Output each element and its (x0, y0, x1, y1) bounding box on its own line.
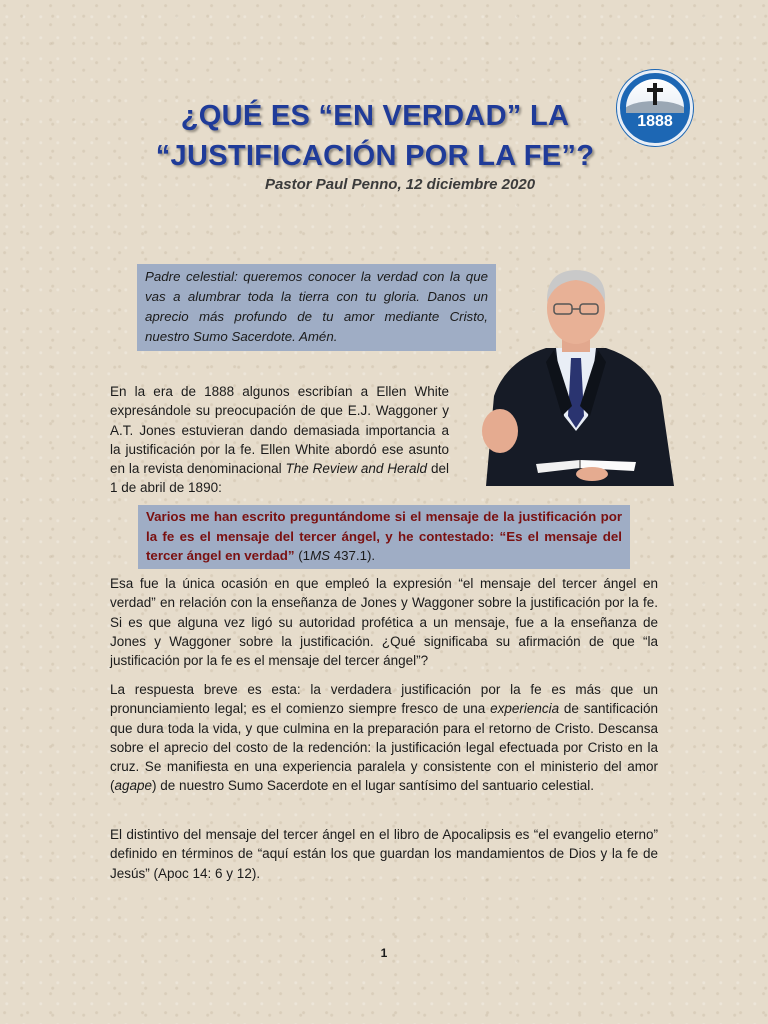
opening-prayer: Padre celestial: queremos conocer la verdad con la que vas a alumbrar toda la tierra con tu gloria. Danos un aprecio más profundo de tu amor mediante Cristo, nuestro Sumo Sacerdote. Amén. (137, 264, 496, 351)
logo-emblem (626, 79, 684, 113)
paragraph-1: Esa fue la única ocasión en que empleó la expresión “el mensaje del tercer ángel en verdad” en relación con la enseñanza de Jones y Waggoner sobre la justificación por la fe. Si es que alguna vez ligó su autoridad profética a un mensaje, fue a la enseñanza de Jones y Waggoner sobre la justificación. ¿Qué significaba su afirmación de que “la justificación por la fe es el mensaje del tercer ángel”? (110, 576, 658, 669)
title-line-2: “JUSTIFICACIÓN POR LA FE”? (155, 140, 595, 172)
1888-logo (617, 70, 693, 146)
document-title (140, 96, 610, 176)
pastor-photo (476, 266, 676, 486)
paragraph-3: El distintivo del mensaje del tercer ángel en el libro de Apocalipsis es “el evangelio eterno” definido en términos de “aquí están los que guardan los mandamientos de Dios y la fe de Jesús” (Apoc 14: 6 y 12). (110, 827, 658, 881)
paragraph-2: La respuesta breve es esta: la verdadera justificación por la fe es más que un pronunciamiento legal; es el comienzo siempre fresco de una experiencia de santificación que dura toda la vida, y que culmina en la preparación para el retorno de Cristo. Descansa sobre el aprecio del costo de la redención: la justificación legal efectuada por Cristo en la cruz. Se manifiesta en una experiencia paralela y consistente con el ministerio del amor (agape) de nuestro Sumo Sacerdote en el lugar santísimo del santuario celestial. (110, 682, 658, 794)
publication-title: The Review and Herald (285, 461, 428, 477)
cross-icon (653, 83, 657, 105)
page-number: 1 (380, 946, 388, 960)
title-line-1: ¿QUÉ ES “EN VERDAD” LA (180, 100, 570, 132)
intro-paragraph: En la era de 1888 algunos escribían a Ellen White expresándole su preocupación de que E.J. Waggoner y A.T. Jones estuvieran dando demasiada importancia a la justificación por la fe. Ellen White abordó ese asunto en la revista denominacional The Review and Herald del 1 de abril de 1890: (110, 384, 449, 496)
logo-text: 1888 (637, 113, 673, 130)
quote-reference: (1MS 437.1). (294, 548, 376, 563)
ellen-white-quote: Varios me han escrito preguntándome si el mensaje de la justificación por la fe es el mensaje del tercer ángel, y he contestado: “Es el mensaje del tercer ángel en verdad” (1MS 437.1). (138, 505, 630, 569)
author-date: Pastor Paul Penno, 12 diciembre 2020 (264, 176, 536, 193)
